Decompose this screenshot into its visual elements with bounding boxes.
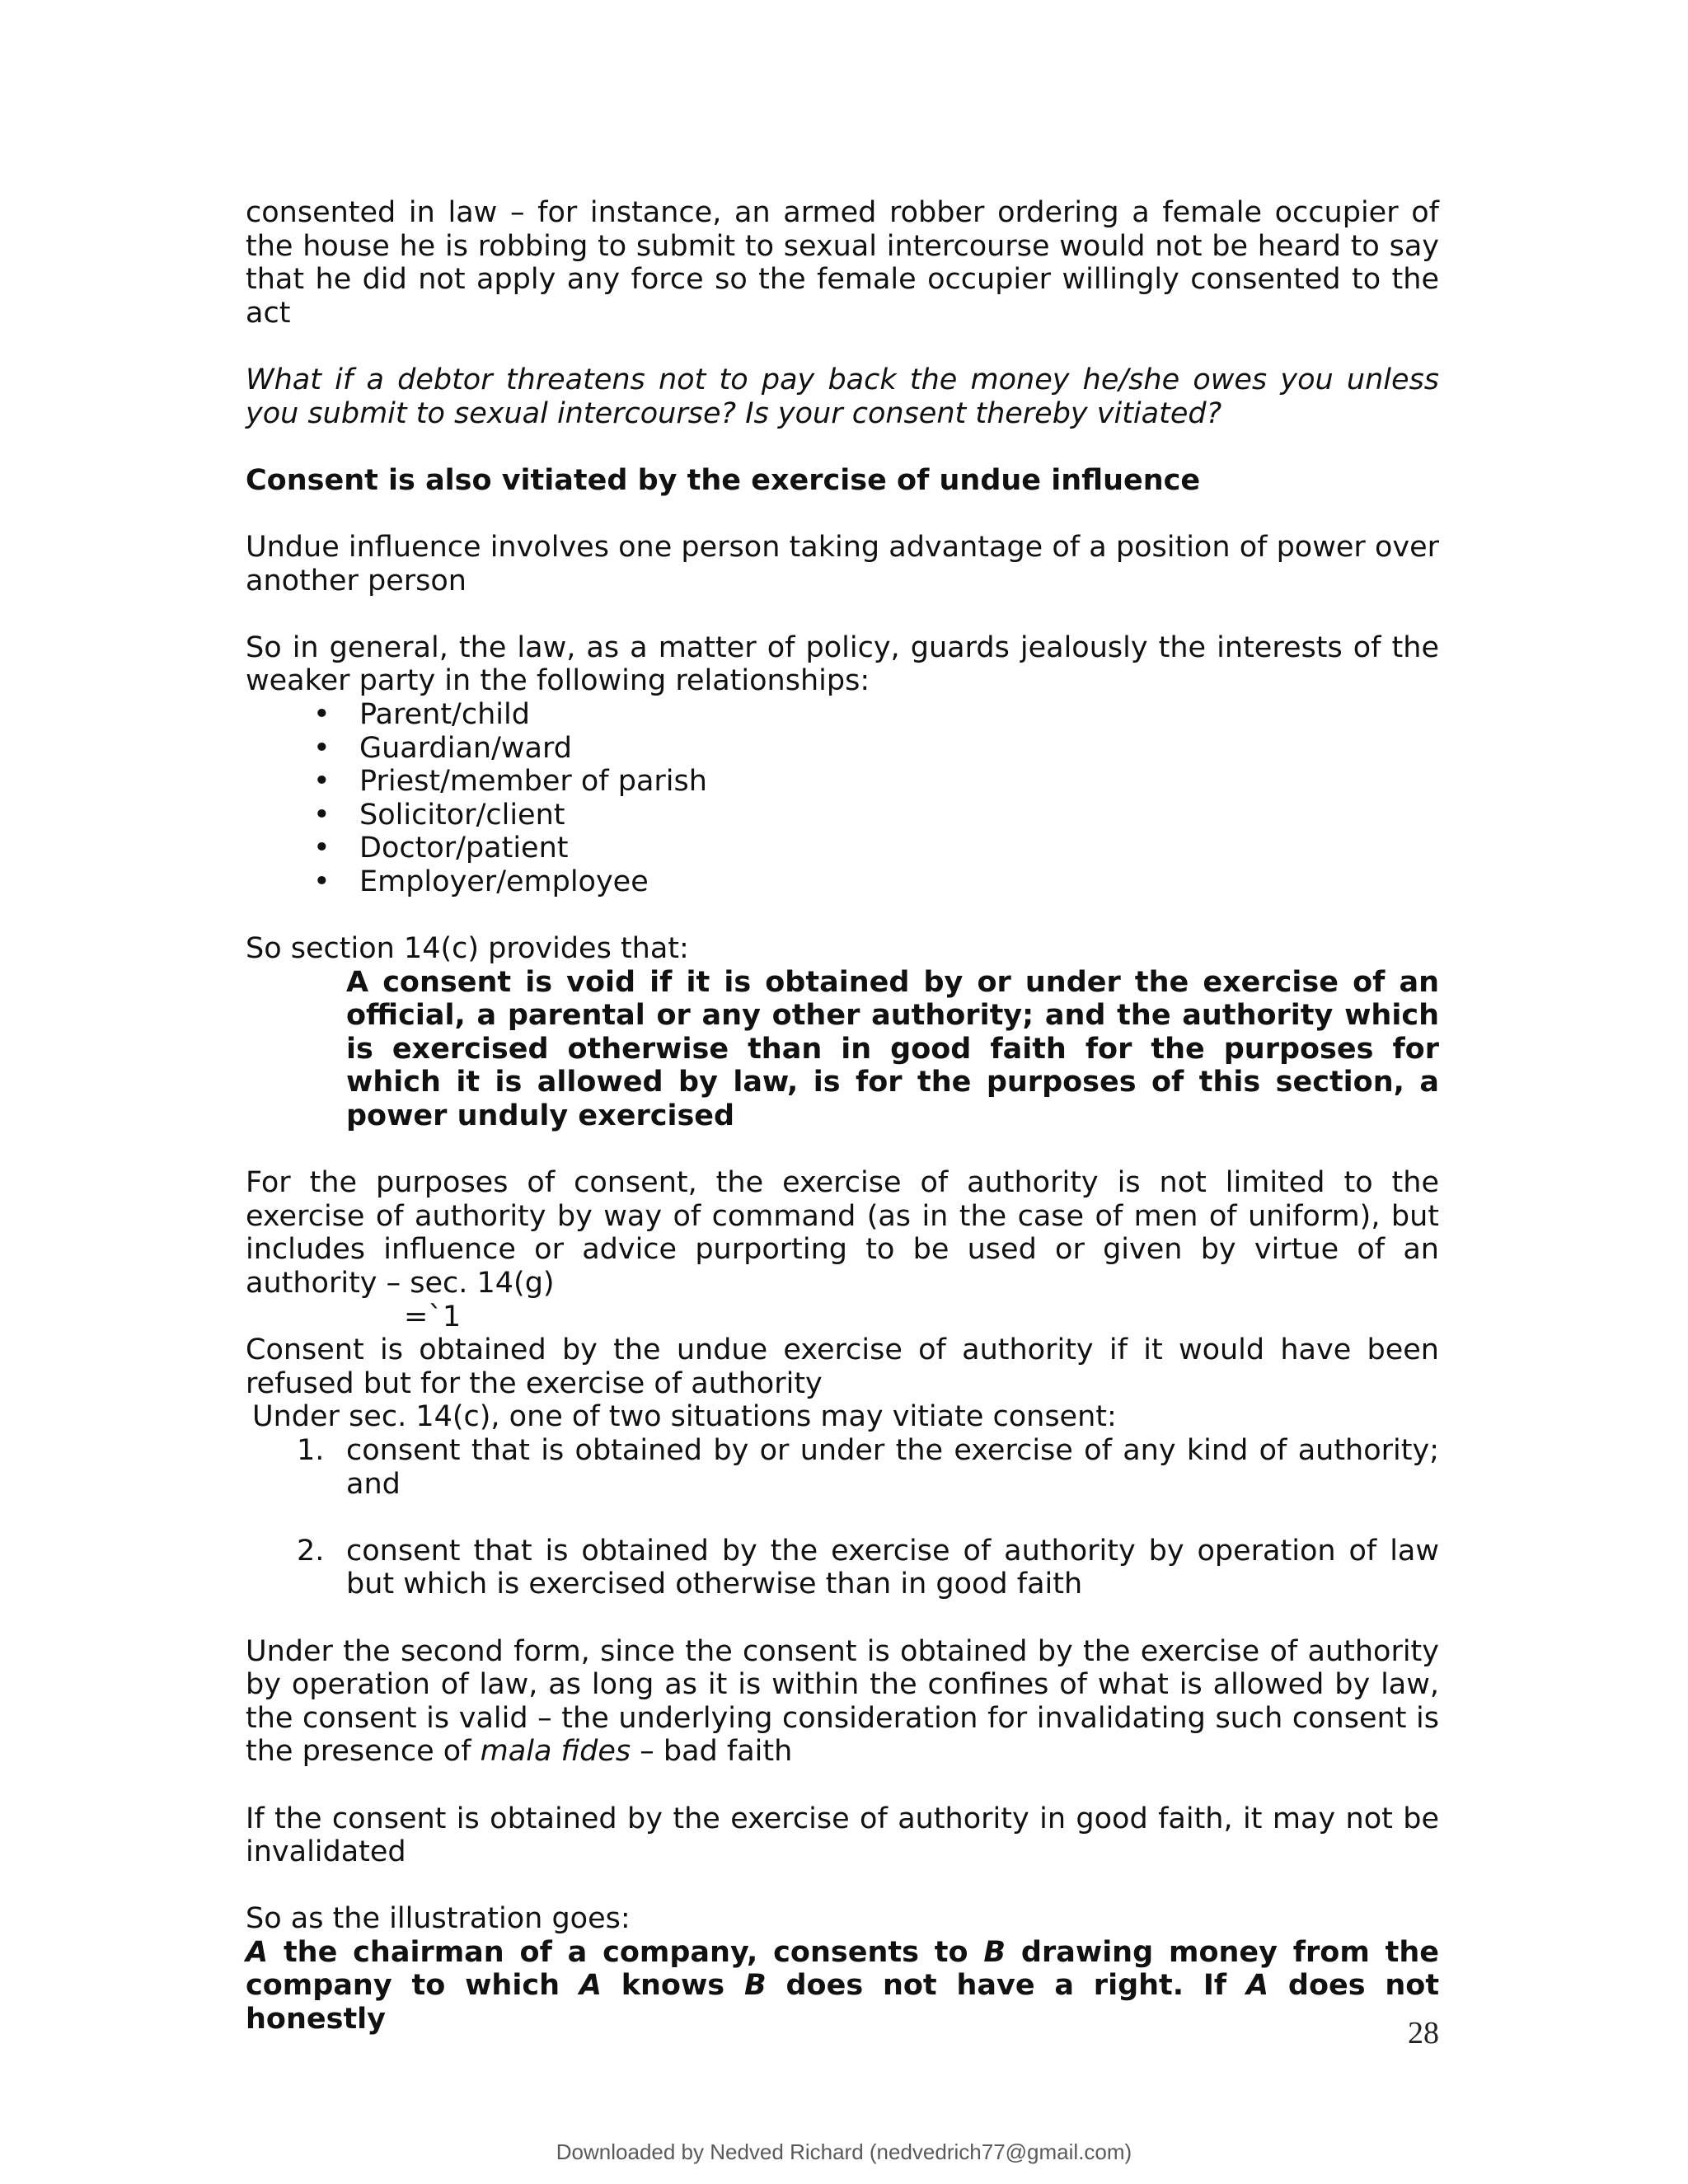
paragraph-illustration-intro: So as the illustration goes: <box>246 1902 631 1936</box>
list-number: 2. <box>297 1534 325 1568</box>
list-item-text: Parent/child <box>359 697 530 731</box>
list-item <box>246 865 1439 899</box>
spacer <box>246 1601 1439 1635</box>
list-item <box>246 732 1439 766</box>
paragraph-section-14c-intro: So section 14(c) provides that: <box>246 932 689 966</box>
illustration-text <box>246 1936 1439 2036</box>
paragraph-two-situations: Under sec. 14(c), one of two situations may vitiate consent: <box>252 1400 1117 1434</box>
paragraph-undue-exercise: Consent is obtained by the undue exercise of authority if it would have been refused but for the exercise of authority <box>246 1333 1439 1400</box>
list-item-text: Guardian/ward <box>359 731 572 765</box>
spacer <box>246 1769 1439 1802</box>
text-segment: Under the second form, since the consent is obtained by the exercise of authority by operation of law, as long as it is within the confines of what is allowed by law, the consent is valid – the underlying consideration for invalidating such consent is the presence of <box>246 1634 1439 1769</box>
spacer <box>246 898 1439 932</box>
relationships-list <box>246 698 1439 899</box>
list-item <box>246 1434 1439 1501</box>
bullet-icon: • <box>313 832 331 865</box>
paragraph-exercise-of-authority: For the purposes of consent, the exercise of authority is not limited to the exercise of authority by way of command (as in the case of men of uniform), but includes influence or advice purporting to be used or given by virtue of an authority – sec. 14(g) <box>246 1166 1439 1300</box>
download-footer: Downloaded by Nedved Richard (nedvedrich77@gmail.com) <box>556 2139 1132 2164</box>
paragraph-undue-definition: Undue influence involves one person taking advantage of a position of power over another person <box>246 530 1439 598</box>
bullet-icon: • <box>313 697 331 731</box>
list-item-text: Employer/employee <box>359 865 649 898</box>
list-item-text: Doctor/patient <box>359 832 569 865</box>
paragraph-second-form <box>246 1635 1439 1769</box>
list-number: 1. <box>297 1433 325 1467</box>
stray-characters: =`1 <box>404 1300 462 1333</box>
document-page <box>246 196 1439 2036</box>
party-b: B <box>743 1969 767 2003</box>
list-item <box>246 765 1439 799</box>
text-segment: – bad faith <box>640 1735 793 1769</box>
party-b: B <box>983 1935 1006 1969</box>
bullet-icon: • <box>313 865 331 898</box>
spacer <box>246 430 1439 464</box>
text-segment: knows <box>621 1969 725 2003</box>
list-item-text: consent that is obtained by or under the exercise of any kind of authority; and <box>346 1433 1439 1501</box>
party-a: A <box>579 1969 602 2003</box>
heading-undue-influence: Consent is also vitiated by the exercise of undue influence <box>246 463 1201 497</box>
list-item-text: Solicitor/client <box>359 798 565 832</box>
situations-list <box>246 1434 1439 1601</box>
paragraph-good-faith: If the consent is obtained by the exercise of authority in good faith, it may not be invalidated <box>246 1802 1439 1869</box>
spacer <box>246 1501 1439 1535</box>
text-segment: the chairman of a company, consents to <box>283 1935 968 1969</box>
party-a: A <box>1245 1969 1269 2003</box>
section-14c-quote: A consent is void if it is obtained by or under the exercise of an official, a parental or any other authority; and the authority which is exercised otherwise than in good faith for the purposes for which it is allowed by law, is for the purposes of this section, a power unduly exercised <box>346 965 1439 1133</box>
text-segment: drawing money from the company to which <box>246 1935 1440 2003</box>
page-number: 28 <box>1408 2016 1439 2050</box>
paragraph-debtor-question: What if a debtor threatens not to pay back the money he/she owes you unless you submit to sexual intercourse? Is your consent thereby vitiated? <box>246 363 1439 430</box>
bullet-icon: • <box>313 798 331 832</box>
bullet-icon: • <box>313 731 331 765</box>
text-segment: does not honestly <box>246 1969 1440 2036</box>
bullet-icon: • <box>313 765 331 799</box>
list-item-text: consent that is obtained by the exercise of authority by operation of law but which is exercised otherwise than in good faith <box>346 1534 1439 1601</box>
spacer <box>246 330 1439 363</box>
list-item <box>246 799 1439 832</box>
spacer <box>246 598 1439 631</box>
party-a: A <box>246 1935 269 1969</box>
list-item <box>246 832 1439 865</box>
list-item <box>246 698 1439 732</box>
spacer <box>246 1869 1439 1903</box>
spacer <box>246 1133 1439 1167</box>
italic-term: mala fides <box>480 1735 631 1769</box>
list-item-text: Priest/member of parish <box>359 765 707 799</box>
list-item <box>246 1535 1439 1601</box>
spacer <box>246 497 1439 531</box>
text-segment: does not have a right. If <box>785 1969 1227 2003</box>
paragraph-robber-example: consented in law – for instance, an armed robber ordering a female occupier of the house he is robbing to submit to sexual intercourse would not be heard to say that he did not apply any force so the female occupier willingly consented to the act <box>246 196 1439 330</box>
paragraph-weaker-party: So in general, the law, as a matter of policy, guards jealously the interests of the weaker party in the following relationships: <box>246 630 1439 698</box>
